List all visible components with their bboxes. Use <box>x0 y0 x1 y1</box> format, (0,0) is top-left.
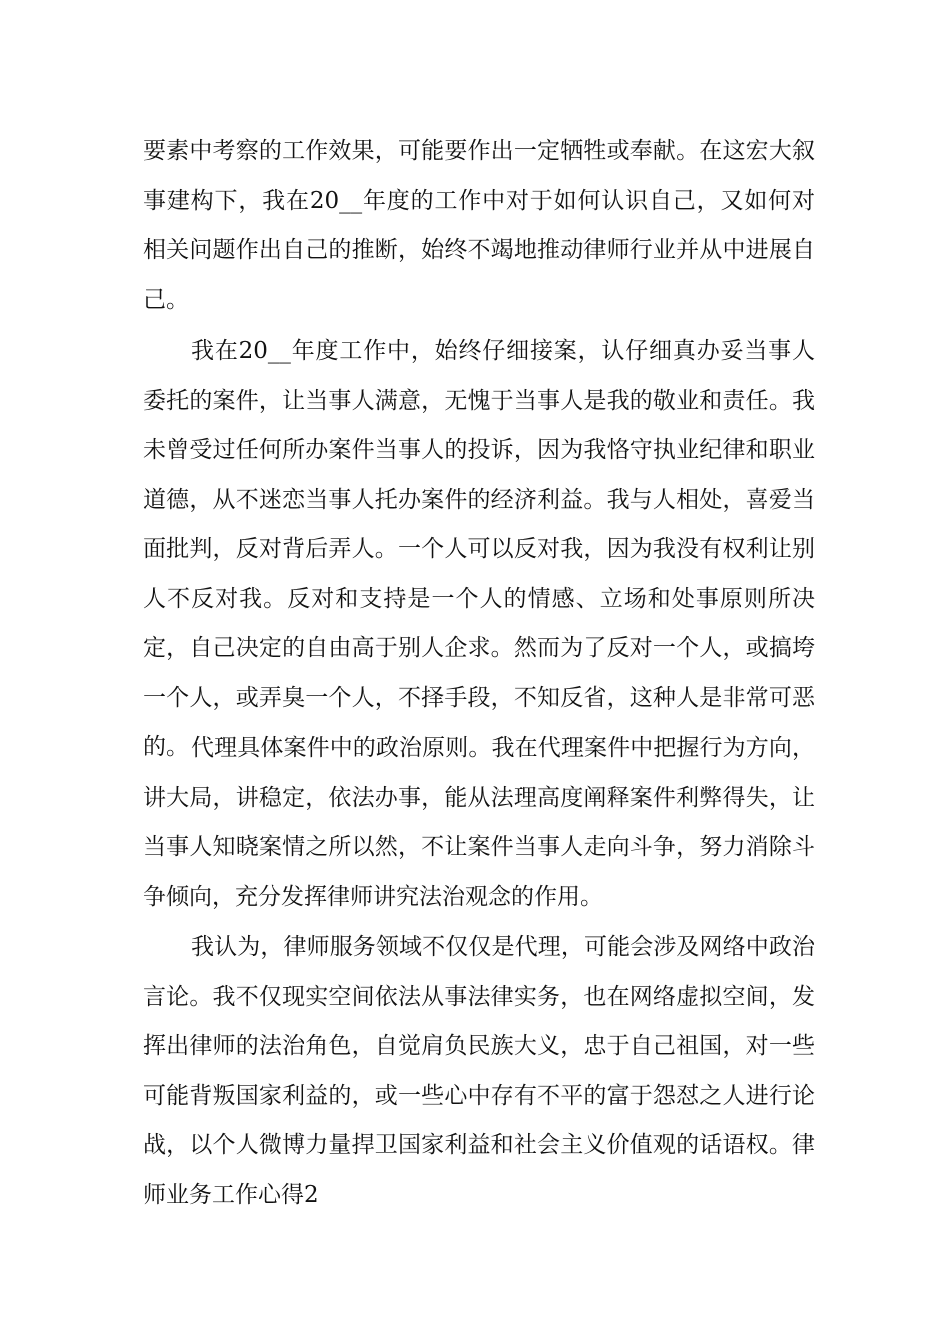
paragraph-online-speech: 我认为，律师服务领域不仅仅是代理，可能会涉及网络中政治言论。我不仅现实空间依法从事法律实务，也在网络虚拟空间，发挥出律师的法治角色，自觉肩负民族大义，忠于自己祖国，对一些可能背叛国家利益的，或一些心中存有不平的富于怨怼之人进行论战，以个人微博力量捍卫国家利益和社会主义价值观的话语权。律师业务工作心得2 <box>143 934 815 1208</box>
paragraph-case-handling: 我在20__年度工作中，始终仔细接案，认仔细真办妥当事人委托的案件，让当事人满意，无愧于当事人是我的敬业和责任。我未曾受过任何所办案件当事人的投诉，因为我恪守执业纪律和职业道德，从不迷恋当事人托办案件的经济利益。我与人相处，喜爱当面批判，反对背后弄人。一个人可以反对我，因为我没有权利让别人不反对我。反对和支持是一个人的情感、立场和处事原则所决定，自己决定的自由高于别人企求。然而为了反对一个人，或搞垮一个人，或弄臭一个人，不择手段，不知反省，这种人是非常可恶的。 <box>143 338 815 760</box>
paragraph-continued: 要素中考察的工作效果，可能要作出一定牺牲或奉献。在这宏大叙事建构下，我在20__年度的工作中对于如何认识自己，又如何对相关问题作出自己的推断，始终不竭地推动律师行业并从中进展自己。 <box>143 138 815 313</box>
paragraph-political-principle: 代理具体案件中的政治原则。我在代理案件中把握行为方向，讲大局，讲稳定，依法办事，能从法理高度阐释案件利弊得失，让当事人知晓案情之所以然，不让案件当事人走向斗争，努力消除斗争倾向，充分发挥律师讲究法治观念的作用。 <box>143 735 815 910</box>
